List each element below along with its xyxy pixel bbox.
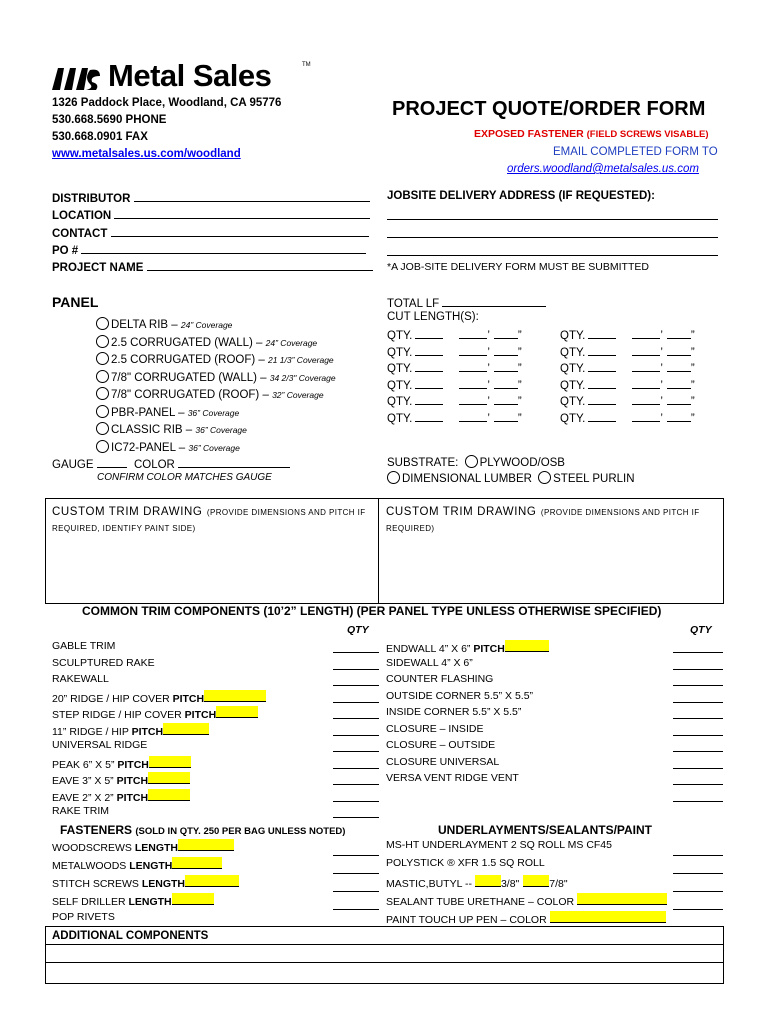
qty-blank[interactable] [333, 891, 379, 892]
trim-item-label: 11” RIDGE / HIP [52, 725, 129, 738]
cut-lengths-label: CUT LENGTH(S): [387, 311, 479, 323]
qty-label: QTY. [387, 412, 413, 425]
fastener-item [52, 839, 234, 854]
qty-blank[interactable] [333, 873, 379, 874]
pitch-field [204, 690, 266, 702]
qty-blank[interactable] [673, 873, 723, 874]
inch-mark: ” [690, 396, 695, 408]
pitch-field [163, 723, 209, 735]
qty-blank[interactable] [673, 768, 723, 769]
panel-option-radio[interactable] [96, 317, 109, 330]
pitch-field [505, 640, 549, 652]
inch-blank [494, 344, 518, 356]
common-trim-heading: COMMON TRIM COMPONENTS (10’2” LENGTH) (PER PANEL TYPE UNLESS OTHERWISE SPECIFIED) [82, 604, 662, 618]
inch-blank [494, 360, 518, 372]
feet-blank [632, 344, 660, 356]
trim-item-label: SIDEWALL 4” X 6” [386, 656, 473, 669]
trim-item-label: SCULPTURED RAKE [52, 656, 155, 669]
underlayment-label: MS-HT UNDERLAYMENT 2 SQ ROLL MS CF45 [386, 839, 612, 851]
trim-item-label: CLOSURE – INSIDE [386, 722, 484, 735]
form-title: PROJECT QUOTE/ORDER FORM [392, 98, 706, 120]
jobsite-address-label: JOBSITE DELIVERY ADDRESS (IF REQUESTED): [387, 190, 655, 202]
qty-label: QTY. [560, 396, 586, 408]
form-subtitle: EXPOSED FASTENER (FIELD SCREWS VISABLE) [474, 128, 709, 140]
logo-text: Metal Sales [108, 58, 272, 93]
trim-item [52, 657, 155, 669]
pitch-label: PITCH [116, 791, 149, 804]
trim-item-label: OUTSIDE CORNER 5.5” X 5.5” [386, 689, 534, 702]
pitch-label: PITCH [131, 725, 164, 738]
qty-blank[interactable] [673, 702, 723, 703]
inch-blank [667, 327, 691, 339]
length-label: LENGTH [128, 896, 172, 908]
fastener-label: STITCH SCREWS [52, 878, 139, 890]
fastener-item [52, 875, 239, 890]
inch-blank [667, 344, 691, 356]
length-label: LENGTH [141, 878, 186, 890]
inch-blank [667, 377, 691, 389]
feet-mark: ’ [487, 379, 490, 392]
substrate-row-2: DIMENSIONAL LUMBER STEEL PURLIN [387, 471, 635, 485]
qty-blank[interactable] [333, 909, 379, 910]
qty-label-left: QTY [347, 624, 369, 636]
qty-blank[interactable] [333, 685, 379, 686]
panel-option-coverage: 34 2/3" Coverage [269, 372, 336, 383]
qty-blank[interactable] [333, 768, 379, 769]
panel-option-name: IC72-PANEL – [111, 441, 186, 454]
trim-item-label: ENDWALL 4” X 6” [386, 643, 471, 655]
trim-drawing-right-label: CUSTOM TRIM DRAWING (PROVIDE DIMENSIONS AND PITCH IF REQUIRED) [386, 506, 700, 533]
trim-item [52, 756, 191, 771]
email-instruction: EMAIL COMPLETED FORM TO [553, 146, 718, 158]
panel-option-radio[interactable] [96, 422, 109, 435]
cut-length-entry[interactable] [387, 327, 522, 342]
cut-length-entry[interactable] [560, 360, 695, 375]
panel-option-coverage: 32” Coverage [272, 390, 324, 400]
trim-item [52, 640, 115, 652]
length-field [178, 839, 234, 851]
underlayment-item [386, 875, 568, 890]
feet-mark: ’ [660, 396, 663, 408]
trim-item-label: EAVE 2” X 2” [52, 791, 114, 804]
fastener-label: SELF DRILLER [52, 896, 126, 908]
length-field [172, 893, 214, 905]
qty-blank[interactable] [673, 669, 723, 670]
panel-option-name: 7/8" CORRUGATED (WALL) – [111, 371, 267, 384]
feet-mark: ’ [487, 346, 490, 359]
feet-blank [632, 327, 660, 339]
fastener-label: POP RIVETS [52, 911, 115, 923]
qty-blank [415, 327, 443, 339]
order-email-link[interactable]: orders.woodland@metalsales.us.com [507, 163, 699, 175]
underlayment-item [386, 857, 545, 869]
inch-blank [494, 393, 518, 405]
feet-blank [459, 327, 487, 339]
underlayment-item [386, 911, 666, 926]
qty-blank[interactable] [673, 784, 723, 785]
qty-blank[interactable] [673, 751, 723, 752]
sealant-color-field [577, 893, 667, 905]
panel-option-name: CLASSIC RIB – [111, 424, 193, 436]
ms-logo-icon [50, 62, 102, 94]
trim-item-label: CLOSURE – OUTSIDE [386, 739, 496, 751]
panel-option-radio[interactable] [96, 335, 109, 348]
additional-components-heading: ADDITIONAL COMPONENTS [52, 930, 209, 942]
trim-item [52, 673, 109, 685]
feet-mark: ’ [660, 379, 663, 392]
cut-length-entry[interactable] [560, 377, 695, 392]
cut-length-entry[interactable] [387, 393, 522, 408]
inch-mark: ” [517, 330, 522, 342]
trim-item [386, 657, 473, 669]
qty-blank [588, 360, 616, 372]
feet-blank [459, 410, 487, 422]
inch-blank [667, 410, 691, 422]
panel-option[interactable] [96, 317, 232, 331]
qty-blank [588, 410, 616, 422]
trim-item-label: VERSA VENT RIDGE VENT [386, 772, 519, 784]
pitch-field [148, 789, 190, 801]
qty-blank [415, 360, 443, 372]
inch-mark: ” [517, 396, 522, 408]
mastic-78-field [523, 875, 549, 887]
fastener-item [52, 911, 115, 923]
qty-blank[interactable] [333, 784, 379, 785]
qty-blank [415, 393, 443, 405]
trim-item-label: CLOSURE UNIVERSAL [386, 755, 500, 768]
feet-blank [459, 360, 487, 372]
panel-option-coverage: 36” Coverage [187, 407, 240, 418]
qty-blank[interactable] [333, 718, 379, 719]
inch-mark: ” [690, 346, 695, 359]
paint-color-field [550, 911, 666, 923]
cut-length-entry[interactable] [560, 344, 695, 359]
fastener-item [52, 857, 222, 872]
cut-length-entry[interactable] [387, 377, 522, 392]
panel-option[interactable] [96, 387, 324, 401]
feet-mark: ’ [660, 363, 663, 375]
feet-blank [632, 360, 660, 372]
panel-option-radio[interactable] [96, 387, 109, 400]
inch-mark: ” [517, 346, 522, 359]
qty-blank[interactable] [673, 909, 723, 910]
qty-blank[interactable] [673, 801, 723, 802]
qty-label: QTY. [560, 346, 586, 359]
trim-item [52, 772, 190, 787]
inch-mark: ” [690, 379, 695, 392]
cut-length-entry[interactable] [387, 360, 522, 375]
qty-blank[interactable] [333, 751, 379, 752]
qty-blank[interactable] [333, 702, 379, 703]
feet-blank [459, 393, 487, 405]
trim-item [386, 723, 483, 735]
cut-length-entry[interactable] [560, 393, 695, 408]
inch-mark: ” [690, 330, 695, 342]
pitch-label: PITCH [172, 692, 205, 705]
panel-option-name: 2.5 CORRUGATED (ROOF) – [111, 354, 265, 366]
pitch-field [149, 756, 191, 768]
jobsite-address-line-3[interactable] [387, 245, 718, 256]
qty-label-right: QTY [690, 624, 712, 636]
trim-item-label: PEAK 6” X 5” [52, 758, 115, 771]
feet-mark: ’ [487, 396, 490, 408]
company-phone: 530.668.5690 PHONE [52, 114, 167, 126]
inch-mark: ” [690, 363, 695, 375]
project-name-field[interactable]: PROJECT NAME [52, 259, 373, 274]
distributor-field[interactable]: DISTRIBUTOR [52, 190, 370, 205]
trim-item-label: GABLE TRIM [52, 640, 116, 652]
fasteners-heading: FASTENERS (SOLD IN QTY. 250 PER BAG UNLESS NOTED) [60, 823, 346, 837]
cut-length-entry[interactable] [387, 410, 522, 425]
panel-option[interactable] [96, 370, 336, 384]
qty-blank[interactable] [673, 685, 723, 686]
cut-length-entry[interactable] [387, 344, 522, 359]
trim-item-label: UNIVERSAL RIDGE [52, 739, 148, 751]
underlayment-item [386, 893, 667, 908]
jobsite-form-note: *A JOB-SITE DELIVERY FORM MUST BE SUBMITTED [387, 261, 649, 273]
inch-blank [667, 360, 691, 372]
qty-blank [588, 377, 616, 389]
trim-item [52, 706, 258, 721]
pitch-label: PITCH [116, 775, 149, 787]
panel-option-name: 2.5 CORRUGATED (WALL) – [111, 336, 263, 349]
panel-option-name: PBR-PANEL – [111, 406, 185, 419]
jobsite-address-line-2[interactable] [387, 227, 718, 238]
feet-mark: ’ [487, 412, 490, 425]
panel-option-coverage: 21 1/3” Coverage [267, 355, 334, 365]
logo-tm: TM [302, 62, 311, 68]
inch-mark: ” [517, 363, 522, 375]
qty-blank[interactable] [333, 817, 379, 818]
inch-mark: ” [517, 379, 522, 392]
fastener-item [52, 893, 214, 908]
length-field [172, 857, 222, 869]
trim-item-label: INSIDE CORNER 5.5” X 5.5” [386, 706, 522, 718]
feet-mark: ’ [487, 330, 490, 342]
length-field [185, 875, 239, 887]
qty-label: QTY. [387, 379, 413, 392]
qty-label: QTY. [560, 379, 586, 392]
panel-option-name: DELTA RIB – [111, 319, 178, 331]
contact-field[interactable]: CONTACT [52, 225, 369, 240]
jobsite-address-line-1[interactable] [387, 209, 718, 220]
pitch-label: PITCH [184, 709, 217, 721]
feet-blank [459, 377, 487, 389]
trim-item-label: STEP RIDGE / HIP COVER [52, 709, 182, 721]
underlayment-label: POLYSTICK ® XFR 1.5 SQ ROLL [386, 857, 545, 869]
company-fax: 530.668.0901 FAX [52, 131, 148, 143]
feet-mark: ’ [487, 363, 490, 375]
trim-item [386, 772, 519, 784]
trim-item [386, 673, 493, 685]
additional-divider-2 [45, 962, 724, 963]
pitch-field [216, 706, 258, 718]
qty-label: QTY. [560, 330, 586, 342]
fastener-label: WOODSCREWS [52, 842, 132, 854]
qty-label: QTY. [387, 396, 413, 408]
mastic-38-label: 3/8" [500, 878, 520, 890]
substrate-lumber-radio[interactable] [387, 471, 400, 484]
qty-blank [415, 377, 443, 389]
trim-drawing-left-label: CUSTOM TRIM DRAWING (PROVIDE DIMENSIONS AND PITCH IF REQUIRED, IDENTIFY PAINT SIDE) [52, 506, 366, 533]
trim-item [52, 805, 109, 817]
underlayments-heading: UNDERLAYMENTS/SEALANTS/PAINT [438, 823, 653, 837]
qty-blank[interactable] [673, 855, 723, 856]
feet-blank [632, 393, 660, 405]
qty-blank[interactable] [673, 735, 723, 736]
location-field[interactable]: LOCATION [52, 207, 370, 222]
underlayment-label: PAINT TOUCH UP PEN – COLOR [386, 914, 547, 926]
qty-blank[interactable] [333, 652, 379, 653]
gauge-color-field[interactable]: GAUGE COLOR [52, 456, 290, 471]
trim-item [52, 690, 266, 705]
trim-item [386, 739, 495, 751]
qty-blank[interactable] [673, 891, 723, 892]
underlayment-label: MASTIC,BUTYL -- [386, 878, 472, 890]
qty-blank[interactable] [333, 855, 379, 856]
substrate-row: SUBSTRATE: PLYWOOD/OSB [387, 457, 565, 469]
panel-option-coverage: 36” Coverage [195, 425, 247, 435]
underlayment-label: SEALANT TUBE URETHANE – COLOR [386, 896, 575, 908]
trim-item [386, 756, 499, 768]
panel-option-radio[interactable] [96, 352, 109, 365]
additional-divider-1 [45, 944, 724, 945]
panel-option-radio[interactable] [96, 405, 109, 418]
pitch-field [148, 772, 190, 784]
fastener-label: METALWOODS [52, 860, 127, 872]
qty-label: QTY. [387, 330, 413, 342]
trim-item-label: RAKE TRIM [52, 805, 109, 817]
substrate-plywood-radio[interactable] [465, 455, 478, 468]
cut-length-entry[interactable] [560, 410, 695, 425]
trim-item [386, 640, 549, 655]
qty-blank[interactable] [333, 735, 379, 736]
trim-item [52, 723, 209, 738]
trim-item [52, 739, 147, 751]
inch-blank [494, 410, 518, 422]
feet-mark: ’ [660, 412, 663, 425]
feet-mark: ’ [660, 330, 663, 342]
confirm-color-note: CONFIRM COLOR MATCHES GAUGE [97, 472, 272, 483]
trim-item-label: COUNTER FLASHING [386, 673, 494, 685]
trim-item [386, 690, 533, 702]
qty-blank[interactable] [333, 801, 379, 802]
qty-label: QTY. [387, 346, 413, 359]
inch-blank [494, 377, 518, 389]
panel-option[interactable] [96, 422, 247, 436]
trim-item-label: 20” RIDGE / HIP COVER [52, 692, 170, 705]
po-field[interactable]: PO # [52, 242, 366, 257]
panel-option-coverage: 24” Coverage [265, 337, 318, 348]
panel-heading: PANEL [52, 294, 99, 310]
trim-item [386, 706, 521, 718]
underlayment-item [386, 839, 612, 851]
panel-option-radio[interactable] [96, 370, 109, 383]
inch-blank [494, 327, 518, 339]
trim-item-label: RAKEWALL [52, 673, 109, 685]
substrate-purlin-radio[interactable] [538, 471, 551, 484]
feet-mark: ’ [660, 346, 663, 359]
qty-blank[interactable] [673, 652, 723, 653]
company-address: 1326 Paddock Place, Woodland, CA 95776 [52, 97, 282, 109]
qty-blank[interactable] [333, 669, 379, 670]
panel-option-coverage: 24” Coverage [180, 320, 233, 330]
panel-option-name: 7/8" CORRUGATED (ROOF) – [111, 389, 269, 401]
length-label: LENGTH [129, 860, 173, 872]
inch-mark: ” [517, 412, 522, 425]
qty-blank [588, 393, 616, 405]
panel-option[interactable] [96, 440, 240, 454]
qty-label: QTY. [387, 363, 413, 375]
qty-blank [415, 410, 443, 422]
feet-blank [459, 344, 487, 356]
cut-length-entry[interactable] [560, 327, 695, 342]
total-lf-field[interactable]: TOTAL LF [387, 295, 546, 310]
panel-option-radio[interactable] [96, 440, 109, 453]
panel-option[interactable] [96, 335, 317, 349]
inch-mark: ” [690, 412, 695, 425]
trim-item-label: EAVE 3” X 5” [52, 775, 114, 787]
mastic-38-field [475, 875, 501, 887]
qty-blank [588, 344, 616, 356]
qty-blank[interactable] [673, 718, 723, 719]
panel-option[interactable] [96, 405, 239, 419]
trim-item [52, 789, 190, 804]
qty-label: QTY. [560, 363, 586, 375]
pitch-label: PITCH [117, 758, 149, 771]
qty-label: QTY. [560, 412, 586, 425]
mastic-78-label: 7/8" [549, 878, 568, 890]
pitch-label: PITCH [473, 643, 505, 655]
inch-blank [667, 393, 691, 405]
company-website-link[interactable]: www.metalsales.us.com/woodland [52, 148, 241, 160]
panel-option[interactable] [96, 352, 334, 366]
qty-blank [588, 327, 616, 339]
feet-blank [632, 410, 660, 422]
panel-option-coverage: 36” Coverage [188, 442, 240, 453]
length-label: LENGTH [134, 842, 179, 854]
feet-blank [632, 377, 660, 389]
qty-blank [415, 344, 443, 356]
